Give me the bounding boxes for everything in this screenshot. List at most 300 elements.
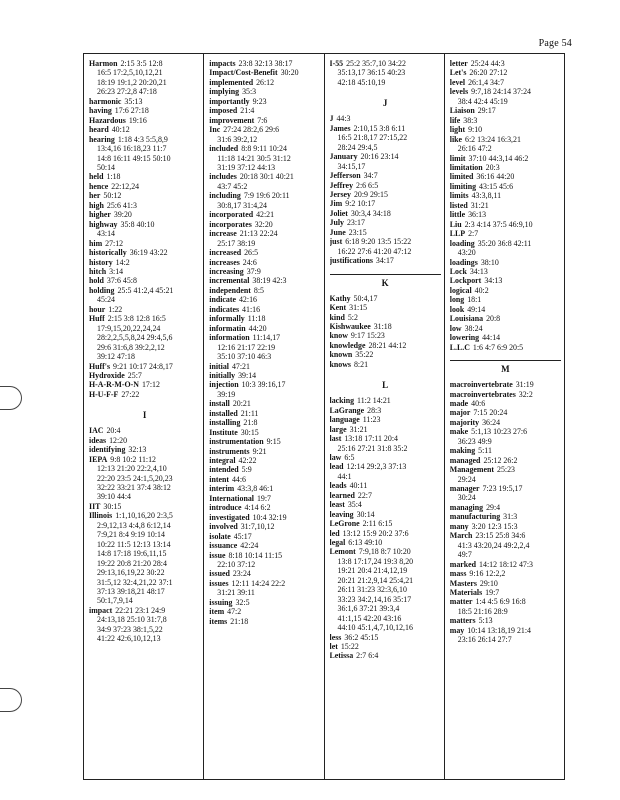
index-column-2 — [204, 54, 324, 779]
index-term: imposed — [209, 106, 238, 116]
index-entry — [330, 209, 441, 218]
page-line-reference: 10:4 32:19 — [252, 512, 287, 522]
index-term: held — [89, 172, 104, 182]
page-line-reference: 26:12 — [256, 77, 275, 87]
index-entry — [89, 380, 200, 389]
page-line-reference: 20:4 — [106, 426, 121, 436]
page-line-reference: 1:6 4:7 6:9 20:5 — [472, 342, 524, 352]
index-entry — [89, 362, 200, 371]
page-line-reference: 15:22 — [340, 642, 359, 652]
page-line-reference: 9:10 — [468, 125, 483, 135]
page-line-reference: 39:20 — [113, 210, 132, 220]
index-entry — [450, 427, 561, 446]
index-term: Jersey — [329, 189, 351, 199]
index-entry — [330, 406, 441, 415]
page-line-reference: 25:17 38:19 — [217, 238, 256, 248]
page-line-reference: 29:6 31:6,8 39:2,2,12 — [97, 342, 165, 352]
section-letter-heading: K — [330, 274, 441, 288]
index-entry — [209, 380, 320, 399]
page-line-reference: 39:19 — [217, 389, 236, 399]
index-entry — [450, 446, 561, 455]
index-entry — [450, 68, 561, 77]
index-entry — [209, 569, 320, 578]
index-entry — [330, 171, 441, 180]
index-entry — [450, 59, 561, 68]
index-term: light — [449, 125, 466, 135]
index-entry — [330, 228, 441, 237]
index-entry — [450, 163, 561, 172]
page-line-reference: 28:21 44:12 — [368, 340, 407, 350]
page-line-reference: 26:1,4 34:7 — [468, 77, 505, 87]
index-entry — [209, 598, 320, 607]
page-line-reference: 36:23 49:9 — [457, 436, 492, 446]
page-line-reference: 6:18 9:20 13:5 15:22 — [345, 237, 412, 247]
index-term: including — [209, 191, 241, 201]
page-line-reference: 50:1,7,9,14 — [97, 596, 133, 606]
index-term: harmonic — [89, 96, 122, 106]
page-line-reference: 49:14 — [467, 304, 486, 314]
page-line-reference: 5:11 — [478, 446, 492, 456]
page-line-reference: 31:15 — [349, 303, 368, 313]
page-line-reference: 10:14 13:18,19 21:4 — [467, 625, 531, 635]
index-entry — [330, 350, 441, 359]
index-entry — [89, 172, 200, 181]
page-line-reference: 31:18 — [373, 321, 392, 331]
index-term: higher — [89, 210, 111, 220]
index-entry — [209, 484, 320, 493]
index-term: instrumentation — [209, 437, 264, 447]
index-entry — [209, 295, 320, 304]
index-entry — [330, 633, 441, 642]
index-entry — [209, 87, 320, 96]
index-term: Masters — [449, 578, 477, 588]
index-term: LaGrange — [329, 405, 365, 415]
page-line-reference: 20:8 — [486, 314, 501, 324]
page-line-reference: 42:18 45:10,19 — [337, 77, 386, 87]
page-line-reference: 23:15 — [348, 227, 367, 237]
index-term: listed — [449, 200, 468, 210]
index-entry — [89, 59, 200, 97]
index-term: installed — [209, 408, 238, 418]
index-entry — [450, 408, 561, 417]
index-term: low — [449, 323, 462, 333]
index-term: Hazardous — [89, 115, 126, 125]
index-term: I-55 — [329, 59, 344, 68]
index-entry — [450, 172, 561, 181]
index-entry — [450, 456, 561, 465]
index-term: leads — [329, 481, 347, 491]
index-entry — [209, 579, 320, 598]
page-line-reference: 35:20 36:8 42:11 — [477, 238, 532, 248]
index-entry — [89, 116, 200, 125]
index-term: Liaison — [449, 106, 475, 116]
section-letter-heading: M — [450, 360, 561, 374]
index-term: incremental — [209, 276, 250, 286]
page-line-reference: 35:13,17 36:15 40:23 — [337, 68, 406, 78]
index-term: issue — [209, 550, 226, 560]
page-line-reference: 20:3 — [485, 162, 500, 172]
index-entry — [330, 453, 441, 462]
index-term: like — [449, 134, 463, 144]
page-line-reference: 23:16 26:14 27:7 — [457, 635, 512, 645]
page-line-reference: 7:9 19:6 20:11 — [243, 191, 290, 201]
index-term: limit — [449, 153, 466, 163]
page-line-reference: 45:24 — [97, 295, 115, 305]
index-entry — [330, 434, 441, 453]
index-term: Louisiana — [449, 314, 484, 324]
page-number: Page 54 — [538, 38, 572, 49]
index-entry — [450, 465, 561, 484]
index-entry — [209, 258, 320, 267]
index-entry — [330, 256, 441, 265]
index-entry — [89, 511, 200, 606]
page-line-reference: 14:2 — [115, 257, 130, 267]
page-line-reference: 22:7 — [357, 490, 372, 500]
index-entry — [450, 201, 561, 210]
index-term: Jeffrey — [329, 180, 354, 190]
index-term: kind — [329, 312, 345, 322]
page-line-reference: 11:2 14:21 — [357, 396, 391, 406]
index-entry — [209, 362, 320, 371]
page-line-reference: 30:8,17 31:4,24 — [217, 200, 268, 210]
index-term: Huff — [89, 314, 105, 324]
index-entry — [209, 532, 320, 541]
index-term: independent — [209, 285, 251, 295]
page-line-reference: 34:13 — [469, 266, 488, 276]
index-entry — [209, 210, 320, 219]
index-entry — [450, 503, 561, 512]
index-term: managing — [449, 502, 484, 512]
page-line-reference: 49:7 — [457, 550, 472, 560]
page-line-reference: 2:9,12,13 4:4,8 6:12,14 — [97, 520, 171, 530]
page-line-reference: 28:24 29:4,5 — [337, 142, 378, 152]
page-line-reference: 9:15 — [266, 437, 281, 447]
index-entry — [450, 616, 561, 625]
index-entry — [89, 106, 200, 115]
index-entry — [330, 181, 441, 190]
index-term: items — [209, 616, 228, 626]
page-line-reference: 23:8 32:13 38:17 — [238, 59, 293, 68]
index-entry — [209, 333, 320, 361]
page-line-reference: 9:21 — [252, 446, 267, 456]
index-entry — [89, 182, 200, 191]
page-line-reference: 43:20 — [457, 248, 476, 258]
index-entry — [209, 78, 320, 87]
page-line-reference: 44:20 — [248, 323, 267, 333]
page-line-reference: 19:16 — [128, 115, 147, 125]
index-term: information — [209, 333, 250, 343]
page-line-reference: 8:5 — [253, 285, 264, 295]
index-term: lacking — [329, 396, 355, 406]
page-line-reference: 8:21 — [353, 359, 369, 369]
index-entry — [89, 371, 200, 380]
index-entry — [209, 465, 320, 474]
index-entry — [209, 551, 320, 570]
index-term: increases — [209, 257, 240, 267]
index-entry — [450, 295, 561, 304]
section-letter-heading: L — [382, 380, 389, 391]
page-line-reference: 12:14 29:2,3 37:13 — [346, 462, 407, 472]
page-line-reference: 22:21 23:1 24:9 — [115, 605, 166, 615]
index-entry — [330, 538, 441, 547]
index-term: hence — [89, 181, 109, 191]
page-line-reference: 35:13 — [124, 96, 143, 106]
index-entry — [450, 106, 561, 115]
page-line-reference: 19:22 20:8 21:20 28:4 — [97, 558, 167, 568]
page-line-reference: 31:3 — [503, 512, 518, 522]
page-line-reference: 34:9 37:23 38:1,5,22 — [97, 624, 163, 634]
index-entry — [450, 182, 561, 191]
page-line-reference: 9:23 — [252, 96, 267, 106]
index-entry — [450, 286, 561, 295]
page-line-reference: 16:5 17:2,5,10,12,21 — [97, 68, 163, 78]
index-term: LeGrone — [329, 519, 360, 529]
index-entry — [209, 607, 320, 616]
page-line-reference: 27:12 — [105, 238, 124, 248]
index-term: limits — [449, 191, 469, 201]
index-term: intent — [209, 474, 229, 484]
index-entry — [450, 87, 561, 106]
page-line-reference: 16:5 21:8,17 27:15,22 — [337, 133, 408, 143]
page-line-reference: 20:21 — [232, 399, 251, 409]
page-line-reference: 41:16 — [242, 304, 261, 314]
page-line-reference: 29:24 — [457, 474, 476, 484]
index-term: Jefferson — [329, 171, 361, 181]
page-line-reference: 27:24 28:2,6 29:6 — [223, 125, 280, 135]
page-line-reference: 5:13 — [478, 616, 493, 626]
page-line-reference: 34:15,17 — [337, 161, 366, 171]
index-term: logical — [449, 285, 472, 295]
page-line-reference: 2:7 6:4 — [356, 651, 379, 661]
page-line-reference: 9:2 10:17 — [345, 199, 376, 209]
page-line-reference: 37:6 45:8 — [106, 276, 137, 286]
index-entry — [450, 239, 561, 258]
index-term: Liu — [449, 219, 462, 229]
index-entry — [330, 500, 441, 509]
index-term: making — [449, 446, 476, 456]
page-line-reference: 17:12 — [141, 380, 160, 390]
index-term: improvement — [209, 115, 255, 125]
page-line-reference: 9:8 10:2 11:12 — [110, 454, 157, 464]
page-line-reference: 28:2,2,5,5,8,24 29:4,5,6 — [97, 333, 173, 343]
index-term: hitch — [89, 266, 107, 276]
index-term: learned — [329, 490, 355, 500]
index-entry — [89, 606, 200, 644]
index-entry — [209, 68, 320, 77]
index-entry — [209, 437, 320, 446]
index-entry — [209, 144, 320, 172]
index-term: installing — [209, 418, 241, 428]
index-term: macroinvertebrate — [449, 380, 513, 390]
page-line-reference: 23:17 — [346, 218, 365, 228]
index-term: initially — [209, 370, 236, 380]
page-line-reference: 35:22 — [355, 350, 374, 360]
index-term: item — [209, 607, 225, 617]
page-line-reference: 41:3 43:20,24 49:2,2,4 — [457, 540, 530, 550]
page-line-reference: 44:3 — [336, 114, 351, 124]
page-line-reference: 5:2 — [347, 312, 358, 322]
page-line-reference: 47:2 — [227, 607, 242, 617]
index-term: hearing — [89, 134, 115, 144]
index-term: law — [329, 452, 342, 462]
page-line-reference: 42:22 — [238, 456, 257, 466]
page-line-reference: 21:13 22:24 — [239, 229, 278, 239]
index-term: Huff's — [89, 361, 111, 371]
page-line-reference: 17:9,15,20,22,24,24 — [97, 323, 161, 333]
page-line-reference: 14:8 16:11 49:15 50:10 — [97, 153, 171, 163]
page-line-reference: 37:9 — [246, 266, 261, 276]
index-term: language — [329, 415, 360, 425]
index-entry — [89, 426, 200, 435]
index-entry — [450, 484, 561, 503]
page-line-reference: 42:16 — [238, 295, 257, 305]
index-term: isolate — [209, 531, 231, 541]
index-entry — [450, 78, 561, 87]
index-entry — [450, 390, 561, 399]
index-term: Jim — [329, 199, 343, 209]
index-entry — [450, 588, 561, 597]
page-line-reference: 43:14 — [97, 229, 115, 239]
index-entry — [450, 522, 561, 531]
page-line-reference: 40:6 — [471, 398, 486, 408]
index-entry — [209, 475, 320, 484]
page-line-reference: 2:11 6:15 — [362, 519, 393, 529]
index-term: life — [449, 115, 461, 125]
page-line-reference: 32:13 — [128, 445, 147, 455]
page-line-reference: 1:18 4:3 5:5,8,9 — [117, 134, 168, 144]
page-line-reference: 7:9,18 8:7 10:20 — [358, 547, 411, 557]
index-term: hold — [89, 276, 104, 286]
index-entry — [330, 199, 441, 208]
index-term: least — [329, 500, 345, 510]
page-line-reference: 20:16 23:14 — [360, 152, 399, 162]
index-term: made — [449, 398, 469, 408]
index-term: instruments — [209, 446, 250, 456]
page-line-reference: 35:4 — [347, 500, 362, 510]
index-entry — [330, 360, 441, 369]
index-term: high — [89, 200, 104, 210]
word-index-table — [83, 53, 565, 780]
index-term: limiting — [449, 181, 477, 191]
page-line-reference: 9:16 12:2,2 — [469, 569, 506, 579]
index-entry — [450, 626, 561, 645]
page-line-reference: 10:22 11:5 12:13 13:14 — [97, 539, 171, 549]
index-entry — [89, 258, 200, 267]
page-line-reference: 31:6 39:2,12 — [217, 134, 258, 144]
page-line-reference: 43:3,8 46:1 — [237, 484, 274, 494]
page-line-reference: 18:5 21:16 28:9 — [457, 606, 508, 616]
index-entry — [330, 462, 441, 481]
page-line-reference: 39:14 — [238, 370, 257, 380]
index-term: knowledge — [329, 340, 366, 350]
page-line-reference: 3:20 12:3 15:3 — [471, 521, 518, 531]
index-entry — [330, 124, 441, 152]
page-line-reference: 39:12 47:18 — [97, 352, 135, 362]
page-line-reference: 43:3,8,11 — [471, 191, 502, 201]
page-line-reference: 20:21 21:2,9,14 25:4,21 — [337, 575, 414, 585]
index-term: issued — [209, 569, 230, 579]
index-term: informatin — [209, 323, 246, 333]
index-term: Management — [449, 465, 495, 475]
page-line-reference: 35:3 — [242, 87, 257, 97]
index-entry — [330, 425, 441, 434]
page-line-reference: 29:10 — [479, 578, 498, 588]
index-term: install — [209, 399, 230, 409]
index-term: may — [449, 625, 465, 635]
page-line-reference: 28:3 — [367, 405, 382, 415]
page-line-reference: 20:9 29:15 — [353, 189, 388, 199]
page-line-reference: 29:17 — [477, 106, 496, 116]
page-line-reference: 18:19 19:1,2 20:20,21 — [97, 77, 167, 87]
page-line-reference: 36:24 — [482, 417, 501, 427]
page-line-reference: 37:13 39:18,21 48:17 — [97, 587, 165, 597]
index-term: Lemont — [329, 547, 356, 557]
page-line-reference: 12:16 21:17 22:19 — [217, 342, 276, 352]
page-line-reference: 1:1,10,16,20 2:3,5 — [115, 511, 173, 521]
index-term: majority — [449, 417, 480, 427]
index-term: let — [329, 642, 338, 652]
index-term: identifying — [89, 445, 126, 455]
index-term: Lockport — [449, 276, 482, 286]
index-term: L.L.C — [449, 342, 470, 352]
index-term: led — [329, 528, 340, 538]
index-entry — [209, 456, 320, 465]
index-term: known — [329, 350, 353, 360]
index-term: lead — [329, 462, 344, 472]
page-line-reference: 50:14 — [97, 162, 115, 172]
index-term: mass — [449, 569, 467, 579]
page-line-reference: 31:19 37:12 44:13 — [217, 162, 276, 172]
page-line-reference: 7:9,21 8:4 9:19 10:14 — [97, 530, 165, 540]
page-line-reference: 12:13 21:20 22:2,4,10 — [97, 464, 167, 474]
index-entry — [450, 343, 561, 352]
page-line-reference: 3:14 — [109, 266, 124, 276]
index-entry — [330, 331, 441, 340]
index-entry — [450, 418, 561, 427]
page-line-reference: 24:6 — [242, 257, 257, 267]
index-entry — [89, 502, 200, 511]
page-line-reference: 34:13 — [484, 276, 503, 286]
index-term: Impact/Cost-Benefit — [209, 68, 278, 78]
page-line-reference: 11:23 — [362, 415, 381, 425]
page-line-reference: 27:22 — [121, 389, 140, 399]
index-term: March — [449, 531, 473, 541]
index-term: him — [89, 238, 103, 248]
index-entry — [450, 229, 561, 238]
index-entry — [209, 371, 320, 380]
page-line-reference: 32:22 33:21 37:4 38:12 — [97, 483, 171, 493]
index-entry — [209, 503, 320, 512]
index-term: implying — [209, 87, 240, 97]
index-term: July — [329, 218, 344, 228]
index-term: justifications — [329, 256, 373, 266]
page-line-reference: 30:24 — [457, 493, 476, 503]
page-line-reference: 21:8 — [243, 418, 258, 428]
page-line-reference: 2:6 6:5 — [356, 180, 379, 190]
page-line-reference: 19:21 20:4 21:4,12,19 — [337, 566, 408, 576]
index-term: issuance — [209, 541, 238, 551]
page-line-reference: 45:17 — [233, 531, 252, 541]
index-term: International — [209, 493, 254, 503]
page-line-reference: 34:17 — [375, 256, 394, 266]
index-term: letter — [449, 59, 468, 68]
index-entry — [330, 529, 441, 538]
index-term: leaving — [329, 509, 354, 519]
page-line-reference: 11:18 — [247, 314, 266, 324]
index-entry — [89, 248, 200, 257]
page-line-reference: 4:14 6:2 — [244, 503, 271, 513]
page-line-reference: 41:22 42:6,10,12,13 — [97, 634, 161, 644]
